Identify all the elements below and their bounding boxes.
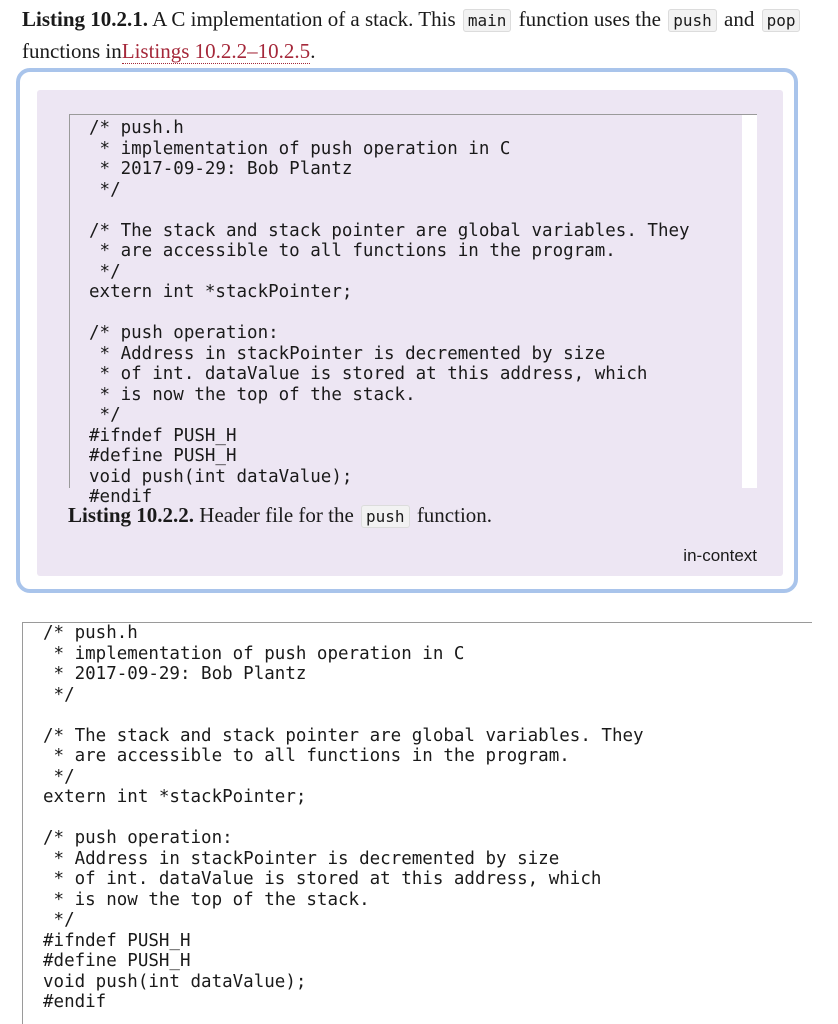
- in-context-link[interactable]: in-context: [683, 546, 757, 565]
- inline-code-push: push: [668, 9, 717, 32]
- caption-text-and: and: [724, 7, 755, 31]
- inline-code-pop: pop: [762, 9, 801, 32]
- knowl-caption-label: Listing 10.2.2.: [68, 503, 195, 527]
- knowl-caption-text-after: function.: [416, 503, 493, 527]
- caption-text-end: .: [310, 39, 316, 63]
- caption-text-middle: function uses the: [518, 7, 661, 31]
- knowl-caption-text-before: Header file for the: [199, 503, 354, 527]
- knowl-popup: [16, 68, 798, 593]
- knowl-inline-code-push: push: [361, 505, 410, 528]
- caption-text-before: A C implementation of a stack. This: [152, 7, 456, 31]
- knowl-code-listing: /* push.h * implementation of push operation in C * 2017-09-29: Bob Plantz */ /* The stack and stack pointer are global variables. They * are accessible to all functions in the program. */ extern int *stackPointer; /* push operation: * Address in stackPointer is decremented by size * of int. dataValue is stored at this address, which * is now the top of the stack. */ #ifndef PUSH_H #define PUSH_H void push(int dataValue); #endif: [69, 114, 757, 488]
- push-h-code-listing: /* push.h * implementation of push operation in C * 2017-09-29: Bob Plantz */ /* The stack and stack pointer are global variables. They * are accessible to all functions in the program. */ extern int *stackPointer; /* push operation: * Address in stackPointer is decremented by size * of int. dataValue is stored at this address, which * is now the top of the stack. */ #ifndef PUSH_H #define PUSH_H void push(int dataValue); #endif: [22, 622, 812, 1024]
- listing-10-2-2-caption: [68, 502, 492, 530]
- caption-label: Listing 10.2.1.: [22, 7, 149, 31]
- inline-code-main: main: [463, 9, 512, 32]
- caption-text-functions-in: functions in: [22, 39, 122, 63]
- knowl-content: [37, 90, 783, 576]
- listing-10-2-1-caption: [22, 4, 812, 66]
- listings-xref-link[interactable]: Listings 10.2.2–10.2.5: [121, 39, 311, 63]
